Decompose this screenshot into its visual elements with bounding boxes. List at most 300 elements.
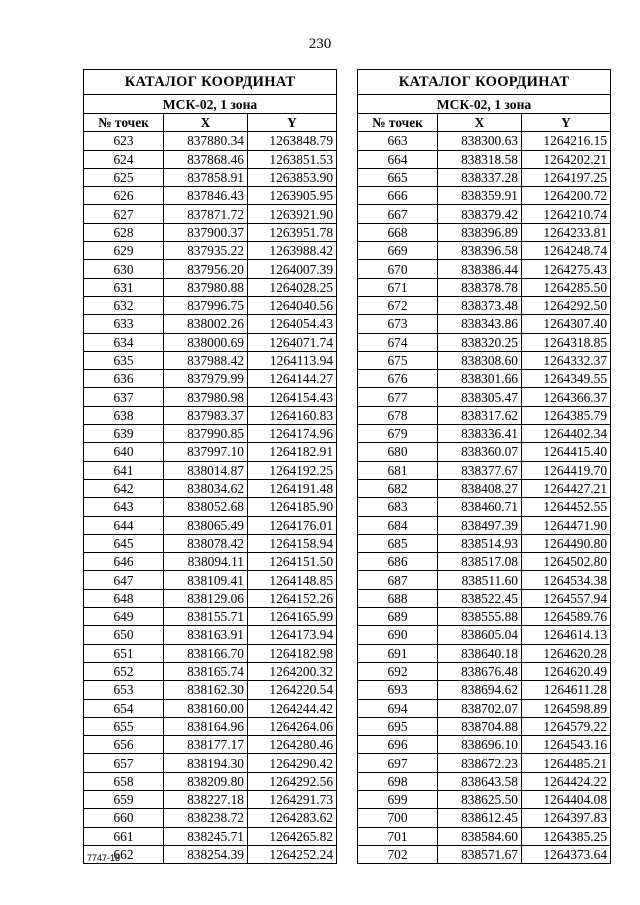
coordinate-catalog-left	[83, 69, 337, 864]
catalog-title: КАТАЛОГ КООРДИНАТ	[358, 70, 611, 95]
point-number-cell: 635	[84, 351, 164, 369]
table-row	[84, 370, 337, 388]
table-row	[84, 589, 337, 607]
x-coordinate-cell: 838643.58	[438, 772, 522, 790]
point-number-cell: 694	[358, 699, 438, 717]
point-number-cell: 687	[358, 571, 438, 589]
point-number-cell: 697	[358, 754, 438, 772]
point-number-cell: 649	[84, 608, 164, 626]
x-coordinate-cell: 838696.10	[438, 736, 522, 754]
y-coordinate-cell: 1263853.90	[248, 168, 337, 186]
table-row	[84, 772, 337, 790]
y-coordinate-cell: 1264264.06	[248, 717, 337, 735]
x-coordinate-cell: 838640.18	[438, 644, 522, 662]
y-coordinate-cell: 1264197.25	[522, 168, 611, 186]
point-number-cell: 647	[84, 571, 164, 589]
table-row	[358, 242, 611, 260]
y-coordinate-cell: 1264543.16	[522, 736, 611, 754]
y-coordinate-cell: 1264216.15	[522, 132, 611, 150]
table-row	[84, 608, 337, 626]
x-coordinate-cell: 837935.22	[164, 242, 248, 260]
point-number-cell: 636	[84, 370, 164, 388]
catalog-zone: МСК-02, 1 зона	[84, 95, 337, 114]
x-coordinate-cell: 838301.66	[438, 370, 522, 388]
y-coordinate-cell: 1264424.22	[522, 772, 611, 790]
x-coordinate-cell: 838522.45	[438, 589, 522, 607]
y-coordinate-cell: 1264148.85	[248, 571, 337, 589]
x-coordinate-cell: 838318.58	[438, 150, 522, 168]
table-row	[358, 553, 611, 571]
y-coordinate-cell: 1264071.74	[248, 333, 337, 351]
table-row	[84, 278, 337, 296]
x-coordinate-cell: 838676.48	[438, 662, 522, 680]
table-row	[358, 534, 611, 552]
table-row	[358, 827, 611, 845]
x-coordinate-cell: 837997.10	[164, 443, 248, 461]
y-coordinate-cell: 1264185.90	[248, 498, 337, 516]
y-coordinate-cell: 1264291.73	[248, 790, 337, 808]
x-coordinate-cell: 838555.88	[438, 608, 522, 626]
point-number-cell: 640	[84, 443, 164, 461]
table-row	[84, 571, 337, 589]
y-coordinate-cell: 1264307.40	[522, 315, 611, 333]
x-coordinate-cell: 838497.39	[438, 516, 522, 534]
point-number-cell: 624	[84, 150, 164, 168]
table-row	[358, 589, 611, 607]
y-coordinate-cell: 1264202.21	[522, 150, 611, 168]
y-coordinate-cell: 1264113.94	[248, 351, 337, 369]
point-number-cell: 629	[84, 242, 164, 260]
point-number-cell: 668	[358, 223, 438, 241]
table-row	[358, 571, 611, 589]
y-coordinate-cell: 1264007.39	[248, 260, 337, 278]
x-coordinate-cell: 838517.08	[438, 553, 522, 571]
table-row	[84, 845, 337, 863]
y-coordinate-cell: 1264292.50	[522, 296, 611, 314]
table-row	[358, 644, 611, 662]
x-coordinate-cell: 838308.60	[438, 351, 522, 369]
point-number-cell: 683	[358, 498, 438, 516]
table-row	[84, 498, 337, 516]
y-coordinate-cell: 1264275.43	[522, 260, 611, 278]
point-number-cell: 632	[84, 296, 164, 314]
table-row	[84, 626, 337, 644]
point-number-cell: 650	[84, 626, 164, 644]
y-coordinate-cell: 1264233.81	[522, 223, 611, 241]
y-coordinate-cell: 1264285.50	[522, 278, 611, 296]
x-coordinate-cell: 838162.30	[164, 681, 248, 699]
y-coordinate-cell: 1264385.25	[522, 827, 611, 845]
y-coordinate-cell: 1264165.99	[248, 608, 337, 626]
x-coordinate-cell: 838002.26	[164, 315, 248, 333]
y-coordinate-cell: 1264283.62	[248, 809, 337, 827]
y-coordinate-cell: 1264182.91	[248, 443, 337, 461]
x-coordinate-cell: 837996.75	[164, 296, 248, 314]
y-coordinate-cell: 1264318.85	[522, 333, 611, 351]
point-number-cell: 627	[84, 205, 164, 223]
x-coordinate-cell: 838094.11	[164, 553, 248, 571]
x-coordinate-cell: 838160.00	[164, 699, 248, 717]
point-number-cell: 646	[84, 553, 164, 571]
x-coordinate-cell: 837871.72	[164, 205, 248, 223]
y-coordinate-cell: 1263988.42	[248, 242, 337, 260]
table-row	[358, 608, 611, 626]
table-row	[84, 315, 337, 333]
x-coordinate-cell: 838378.78	[438, 278, 522, 296]
catalog-body	[84, 132, 337, 864]
x-coordinate-cell: 838694.62	[438, 681, 522, 699]
table-row	[84, 736, 337, 754]
x-coordinate-cell: 838014.87	[164, 461, 248, 479]
table-row	[358, 223, 611, 241]
point-number-cell: 677	[358, 388, 438, 406]
coordinate-catalog-right	[357, 69, 611, 864]
y-coordinate-cell: 1264452.55	[522, 498, 611, 516]
x-coordinate-cell: 838386.44	[438, 260, 522, 278]
table-row	[84, 406, 337, 424]
x-coordinate-cell: 838672.23	[438, 754, 522, 772]
point-number-cell: 688	[358, 589, 438, 607]
catalog-body	[358, 132, 611, 864]
y-coordinate-cell: 1264419.70	[522, 461, 611, 479]
point-number-cell: 700	[358, 809, 438, 827]
table-row	[358, 699, 611, 717]
x-coordinate-cell: 838360.07	[438, 443, 522, 461]
point-number-cell: 654	[84, 699, 164, 717]
point-number-cell: 691	[358, 644, 438, 662]
table-row	[358, 333, 611, 351]
x-coordinate-cell: 837980.88	[164, 278, 248, 296]
table-row	[358, 315, 611, 333]
table-row	[358, 772, 611, 790]
x-coordinate-cell: 837980.98	[164, 388, 248, 406]
y-coordinate-cell: 1264292.56	[248, 772, 337, 790]
x-coordinate-cell: 838052.68	[164, 498, 248, 516]
x-coordinate-cell: 838065.49	[164, 516, 248, 534]
x-coordinate-cell: 838163.91	[164, 626, 248, 644]
x-coordinate-cell: 838209.80	[164, 772, 248, 790]
x-coordinate-cell: 837956.20	[164, 260, 248, 278]
table-row	[84, 790, 337, 808]
y-coordinate-cell: 1264404.08	[522, 790, 611, 808]
table-row	[358, 662, 611, 680]
point-number-cell: 672	[358, 296, 438, 314]
point-number-cell: 685	[358, 534, 438, 552]
x-coordinate-cell: 838109.41	[164, 571, 248, 589]
point-number-cell: 656	[84, 736, 164, 754]
point-number-cell: 678	[358, 406, 438, 424]
y-coordinate-cell: 1264557.94	[522, 589, 611, 607]
point-number-cell: 661	[84, 827, 164, 845]
y-coordinate-cell: 1264144.27	[248, 370, 337, 388]
point-number-cell: 689	[358, 608, 438, 626]
table-row	[358, 187, 611, 205]
table-row	[358, 278, 611, 296]
table-row	[358, 479, 611, 497]
y-coordinate-cell: 1264265.82	[248, 827, 337, 845]
y-coordinate-cell: 1264152.26	[248, 589, 337, 607]
table-row	[84, 461, 337, 479]
catalog-zone: МСК-02, 1 зона	[358, 95, 611, 114]
point-number-cell: 633	[84, 315, 164, 333]
y-coordinate-cell: 1264191.48	[248, 479, 337, 497]
table-row	[84, 296, 337, 314]
point-number-cell: 630	[84, 260, 164, 278]
y-coordinate-cell: 1264349.55	[522, 370, 611, 388]
table-row	[84, 644, 337, 662]
header-point-number: № точек	[358, 114, 438, 132]
y-coordinate-cell: 1264176.01	[248, 516, 337, 534]
table-row	[84, 425, 337, 443]
point-number-cell: 682	[358, 479, 438, 497]
point-number-cell: 626	[84, 187, 164, 205]
table-row	[84, 827, 337, 845]
y-coordinate-cell: 1264200.72	[522, 187, 611, 205]
x-coordinate-cell: 837983.37	[164, 406, 248, 424]
table-row	[358, 790, 611, 808]
x-coordinate-cell: 837880.34	[164, 132, 248, 150]
header-point-number: № точек	[84, 114, 164, 132]
y-coordinate-cell: 1264589.76	[522, 608, 611, 626]
x-coordinate-cell: 838396.89	[438, 223, 522, 241]
x-coordinate-cell: 838396.58	[438, 242, 522, 260]
table-row	[84, 150, 337, 168]
x-coordinate-cell: 838571.67	[438, 845, 522, 863]
x-coordinate-cell: 838514.93	[438, 534, 522, 552]
point-number-cell: 695	[358, 717, 438, 735]
y-coordinate-cell: 1264402.34	[522, 425, 611, 443]
x-coordinate-cell: 837868.46	[164, 150, 248, 168]
y-coordinate-cell: 1264182.98	[248, 644, 337, 662]
table-row	[358, 498, 611, 516]
point-number-cell: 660	[84, 809, 164, 827]
point-number-cell: 679	[358, 425, 438, 443]
point-number-cell: 699	[358, 790, 438, 808]
x-coordinate-cell: 838704.88	[438, 717, 522, 735]
header-x: X	[438, 114, 522, 132]
table-row	[358, 845, 611, 863]
y-coordinate-cell: 1263848.79	[248, 132, 337, 150]
table-row	[358, 168, 611, 186]
table-row	[358, 809, 611, 827]
x-coordinate-cell: 838584.60	[438, 827, 522, 845]
point-number-cell: 662	[84, 845, 164, 863]
table-row	[84, 242, 337, 260]
point-number-cell: 652	[84, 662, 164, 680]
table-row	[358, 260, 611, 278]
point-number-cell: 638	[84, 406, 164, 424]
x-coordinate-cell: 838194.30	[164, 754, 248, 772]
y-coordinate-cell: 1264490.80	[522, 534, 611, 552]
y-coordinate-cell: 1264534.38	[522, 571, 611, 589]
x-coordinate-cell: 838511.60	[438, 571, 522, 589]
y-coordinate-cell: 1264248.74	[522, 242, 611, 260]
point-number-cell: 644	[84, 516, 164, 534]
table-row	[84, 205, 337, 223]
y-coordinate-cell: 1264252.24	[248, 845, 337, 863]
y-coordinate-cell: 1264173.94	[248, 626, 337, 644]
header-x: X	[164, 114, 248, 132]
x-coordinate-cell: 837900.37	[164, 223, 248, 241]
table-row	[358, 205, 611, 223]
x-coordinate-cell: 838155.71	[164, 608, 248, 626]
table-row	[84, 333, 337, 351]
table-row	[358, 681, 611, 699]
table-row	[84, 809, 337, 827]
x-coordinate-cell: 838343.86	[438, 315, 522, 333]
x-coordinate-cell: 837979.99	[164, 370, 248, 388]
x-coordinate-cell: 838227.18	[164, 790, 248, 808]
x-coordinate-cell: 838317.62	[438, 406, 522, 424]
x-coordinate-cell: 838460.71	[438, 498, 522, 516]
table-row	[358, 351, 611, 369]
point-number-cell: 665	[358, 168, 438, 186]
point-number-cell: 648	[84, 589, 164, 607]
y-coordinate-cell: 1264220.54	[248, 681, 337, 699]
point-number-cell: 628	[84, 223, 164, 241]
table-row	[84, 516, 337, 534]
x-coordinate-cell: 837990.85	[164, 425, 248, 443]
y-coordinate-cell: 1264427.21	[522, 479, 611, 497]
point-number-cell: 655	[84, 717, 164, 735]
y-coordinate-cell: 1264471.90	[522, 516, 611, 534]
point-number-cell: 658	[84, 772, 164, 790]
y-coordinate-cell: 1264620.49	[522, 662, 611, 680]
x-coordinate-cell: 838034.62	[164, 479, 248, 497]
point-number-cell: 696	[358, 736, 438, 754]
x-coordinate-cell: 838165.74	[164, 662, 248, 680]
y-coordinate-cell: 1264192.25	[248, 461, 337, 479]
point-number-cell: 625	[84, 168, 164, 186]
point-number-cell: 669	[358, 242, 438, 260]
y-coordinate-cell: 1264366.37	[522, 388, 611, 406]
point-number-cell: 663	[358, 132, 438, 150]
x-coordinate-cell: 838078.42	[164, 534, 248, 552]
point-number-cell: 637	[84, 388, 164, 406]
point-number-cell: 667	[358, 205, 438, 223]
table-row	[84, 187, 337, 205]
point-number-cell: 634	[84, 333, 164, 351]
x-coordinate-cell: 838359.91	[438, 187, 522, 205]
point-number-cell: 674	[358, 333, 438, 351]
y-coordinate-cell: 1264385.79	[522, 406, 611, 424]
point-number-cell: 684	[358, 516, 438, 534]
y-coordinate-cell: 1264332.37	[522, 351, 611, 369]
point-number-cell: 676	[358, 370, 438, 388]
x-coordinate-cell: 838245.71	[164, 827, 248, 845]
y-coordinate-cell: 1264244.42	[248, 699, 337, 717]
point-number-cell: 631	[84, 278, 164, 296]
point-number-cell: 680	[358, 443, 438, 461]
table-row	[84, 443, 337, 461]
point-number-cell: 664	[358, 150, 438, 168]
y-coordinate-cell: 1264485.21	[522, 754, 611, 772]
x-coordinate-cell: 838129.06	[164, 589, 248, 607]
point-number-cell: 675	[358, 351, 438, 369]
y-coordinate-cell: 1264290.42	[248, 754, 337, 772]
x-coordinate-cell: 838373.48	[438, 296, 522, 314]
table-row	[84, 699, 337, 717]
y-coordinate-cell: 1264174.96	[248, 425, 337, 443]
table-row	[84, 681, 337, 699]
table-row	[84, 754, 337, 772]
y-coordinate-cell: 1264415.40	[522, 443, 611, 461]
table-row	[84, 223, 337, 241]
y-coordinate-cell: 1264200.32	[248, 662, 337, 680]
table-row	[84, 388, 337, 406]
point-number-cell: 623	[84, 132, 164, 150]
table-row	[84, 260, 337, 278]
table-row	[358, 717, 611, 735]
point-number-cell: 653	[84, 681, 164, 699]
y-coordinate-cell: 1264158.94	[248, 534, 337, 552]
x-coordinate-cell: 837858.91	[164, 168, 248, 186]
table-row	[358, 461, 611, 479]
point-number-cell: 692	[358, 662, 438, 680]
x-coordinate-cell: 838377.67	[438, 461, 522, 479]
y-coordinate-cell: 1264598.89	[522, 699, 611, 717]
x-coordinate-cell: 838379.42	[438, 205, 522, 223]
table-row	[358, 388, 611, 406]
point-number-cell: 645	[84, 534, 164, 552]
point-number-cell: 681	[358, 461, 438, 479]
y-coordinate-cell: 1264160.83	[248, 406, 337, 424]
y-coordinate-cell: 1264151.50	[248, 553, 337, 571]
point-number-cell: 673	[358, 315, 438, 333]
table-row	[358, 736, 611, 754]
x-coordinate-cell: 838305.47	[438, 388, 522, 406]
y-coordinate-cell: 1264280.46	[248, 736, 337, 754]
x-coordinate-cell: 838300.63	[438, 132, 522, 150]
point-number-cell: 698	[358, 772, 438, 790]
y-coordinate-cell: 1264373.64	[522, 845, 611, 863]
point-number-cell: 690	[358, 626, 438, 644]
point-number-cell: 693	[358, 681, 438, 699]
y-coordinate-cell: 1263851.53	[248, 150, 337, 168]
table-row	[84, 662, 337, 680]
x-coordinate-cell: 838238.72	[164, 809, 248, 827]
header-y: Y	[248, 114, 337, 132]
x-coordinate-cell: 837988.42	[164, 351, 248, 369]
table-row	[358, 150, 611, 168]
catalog-title: КАТАЛОГ КООРДИНАТ	[84, 70, 337, 95]
point-number-cell: 670	[358, 260, 438, 278]
x-coordinate-cell: 838320.25	[438, 333, 522, 351]
y-coordinate-cell: 1264579.22	[522, 717, 611, 735]
header-y: Y	[522, 114, 611, 132]
x-coordinate-cell: 838625.50	[438, 790, 522, 808]
x-coordinate-cell: 837846.43	[164, 187, 248, 205]
table-row	[358, 370, 611, 388]
table-row	[84, 553, 337, 571]
point-number-cell: 666	[358, 187, 438, 205]
table-row	[358, 443, 611, 461]
point-number-cell: 657	[84, 754, 164, 772]
table-row	[358, 626, 611, 644]
y-coordinate-cell: 1264611.28	[522, 681, 611, 699]
y-coordinate-cell: 1264614.13	[522, 626, 611, 644]
table-row	[358, 754, 611, 772]
table-row	[358, 296, 611, 314]
point-number-cell: 639	[84, 425, 164, 443]
point-number-cell: 641	[84, 461, 164, 479]
x-coordinate-cell: 838702.07	[438, 699, 522, 717]
x-coordinate-cell: 838000.69	[164, 333, 248, 351]
x-coordinate-cell: 838166.70	[164, 644, 248, 662]
x-coordinate-cell: 838612.45	[438, 809, 522, 827]
x-coordinate-cell: 838254.39	[164, 845, 248, 863]
y-coordinate-cell: 1264054.43	[248, 315, 337, 333]
